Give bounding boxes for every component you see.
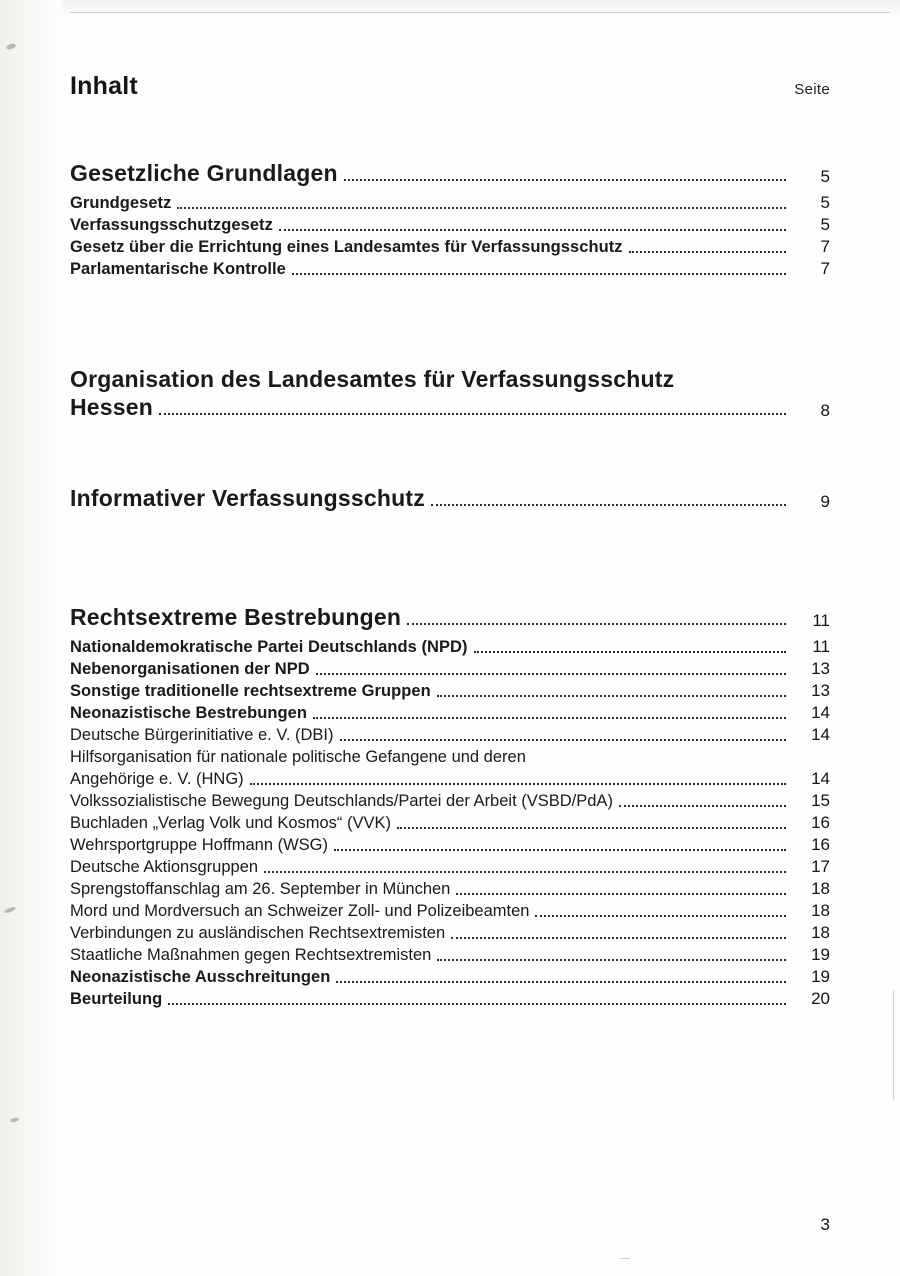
toc-heading-line1: Organisation des Landesamtes für Verfassungsschutz	[70, 366, 675, 392]
toc-entry[interactable]	[70, 879, 830, 899]
toc-entry-label: Mord und Mordversuch an Schweizer Zoll- und Polizeibeamten	[70, 902, 530, 921]
toc-heading-label: Gesetzliche Grundlagen	[70, 160, 338, 186]
toc-entry-label: Nebenorganisationen der NPD	[70, 660, 310, 679]
leader-dots	[451, 937, 786, 939]
toc-entry-page: 18	[811, 879, 830, 899]
toc-entry-page: 20	[811, 989, 830, 1009]
toc-entry-page: 7	[820, 237, 830, 256]
toc-entry[interactable]	[70, 989, 830, 1009]
leader-dots	[397, 827, 786, 829]
toc-entry-label: Volkssozialistische Bewegung Deutschlands/Partei der Arbeit (VSBD/PdA)	[70, 792, 613, 811]
footer-page-number: 3	[820, 1215, 830, 1234]
toc-entry-page: 19	[811, 967, 830, 987]
toc-entry-page: 13	[811, 681, 830, 701]
toc-heading-line2: Hessen	[70, 394, 154, 421]
leader-dots	[474, 651, 786, 653]
leader-dots	[535, 915, 786, 917]
toc-entry-label: Parlamentarische Kontrolle	[70, 260, 286, 278]
leader-dots	[407, 623, 786, 625]
toc-heading-label: Informativer Verfassungsschutz	[70, 485, 425, 512]
toc-entry[interactable]	[70, 923, 830, 943]
leader-dots	[344, 179, 786, 181]
leader-dots	[619, 805, 786, 807]
toc-entry[interactable]	[70, 725, 830, 745]
toc-entry-page: 5	[820, 193, 830, 212]
leader-dots	[629, 251, 786, 253]
toc-heading-page: 8	[820, 401, 830, 421]
toc-entry[interactable]	[70, 193, 830, 213]
toc-entry-page: 14	[811, 703, 830, 723]
toc-entry-label: Deutsche Aktionsgruppen	[70, 858, 259, 877]
toc-entry-label: Verbindungen zu ausländischen Rechtsextremisten	[70, 924, 446, 943]
toc-entry-label: Verfassungsschutzgesetz	[70, 216, 273, 234]
toc-section-rechtsextreme-bestrebungen	[70, 604, 830, 1009]
leader-dots	[177, 207, 786, 209]
toc-entry-page: 11	[812, 637, 830, 657]
toc-header	[70, 72, 830, 101]
toc-section-informativer-verfassungsschutz	[70, 485, 830, 512]
scan-tick	[620, 1258, 630, 1259]
toc-heading-row[interactable]	[70, 485, 830, 512]
toc-entry[interactable]	[70, 237, 830, 257]
toc-entry[interactable]	[70, 791, 830, 811]
toc-entry-label: Neonazistische Bestrebungen	[70, 704, 307, 723]
toc-entry[interactable]	[70, 215, 830, 235]
leader-dots	[159, 413, 786, 415]
toc-entry[interactable]	[70, 703, 830, 723]
toc-entry[interactable]	[70, 857, 830, 877]
toc-section-gesetzliche-grundlagen	[70, 160, 830, 279]
toc-entry-page: 19	[811, 945, 830, 965]
toc-entry-page: 14	[811, 725, 830, 745]
scan-edge-left	[0, 0, 62, 1276]
leader-dots	[336, 981, 786, 983]
page-title: Inhalt	[70, 72, 138, 100]
toc-heading-page: 11	[812, 611, 830, 631]
toc-entry[interactable]	[70, 813, 830, 833]
toc-entry-page: 18	[811, 901, 830, 921]
page-content	[70, 0, 830, 1276]
toc-entry-page: 5	[820, 215, 830, 234]
toc-entry[interactable]	[70, 967, 830, 987]
toc-entry[interactable]	[70, 901, 830, 921]
toc-entry-page: 14	[811, 769, 830, 789]
leader-dots	[250, 783, 786, 785]
scan-line-right	[893, 990, 894, 1100]
leader-dots	[437, 959, 786, 961]
toc-entry-label: Deutsche Bürgerinitiative e. V. (DBI)	[70, 726, 334, 745]
toc-entry-page: 18	[811, 923, 830, 943]
section-spacer	[70, 427, 830, 485]
leader-dots	[313, 717, 786, 719]
toc-heading-label: Rechtsextreme Bestrebungen	[70, 604, 402, 631]
toc-entry-page: 16	[811, 813, 830, 833]
leader-dots	[340, 739, 786, 741]
toc-entry-label: Beurteilung	[70, 990, 163, 1009]
section-spacer	[70, 518, 830, 604]
toc-entry-label-line1: Hilfsorganisation für nationale politische Gefangene und deren	[70, 748, 526, 767]
leader-dots	[316, 673, 786, 675]
toc-section-organisation	[70, 365, 830, 421]
toc-entry[interactable]	[70, 681, 830, 701]
toc-entry-page: 16	[811, 835, 830, 855]
toc-entry-label: Angehörige e. V. (HNG)	[70, 770, 244, 789]
table-of-contents	[70, 160, 830, 1009]
toc-heading-line2-row	[70, 394, 830, 421]
leader-dots	[431, 504, 786, 506]
toc-entry-list	[70, 637, 830, 1009]
toc-entry[interactable]	[70, 835, 830, 855]
leader-dots	[279, 229, 786, 231]
toc-entry-label: Neonazistische Ausschreitungen	[70, 968, 331, 987]
toc-entry-page: 17	[811, 857, 830, 877]
page-column-label: Seite	[794, 81, 830, 98]
toc-heading-page: 9	[820, 492, 830, 512]
toc-entry[interactable]	[70, 747, 830, 789]
toc-entry-page: 7	[820, 259, 830, 278]
toc-heading-page: 5	[820, 167, 830, 186]
toc-entry-label: Sprengstoffanschlag am 26. September in München	[70, 880, 451, 899]
leader-dots	[292, 273, 786, 275]
toc-entry-label: Sonstige traditionelle rechtsextreme Gruppen	[70, 682, 431, 701]
toc-entry[interactable]	[70, 659, 830, 679]
toc-entry-label: Gesetz über die Errichtung eines Landesamtes für Verfassungsschutz	[70, 238, 623, 256]
leader-dots	[168, 1003, 786, 1005]
leader-dots	[437, 695, 786, 697]
section-spacer	[70, 279, 830, 365]
toc-heading-multiline[interactable]	[70, 365, 830, 421]
toc-entry-label: Wehrsportgruppe Hoffmann (WSG)	[70, 836, 328, 855]
leader-dots	[264, 871, 786, 873]
toc-entry[interactable]	[70, 637, 830, 657]
toc-entry-label: Staatliche Maßnahmen gegen Rechtsextremisten	[70, 946, 432, 965]
toc-entry[interactable]	[70, 945, 830, 965]
toc-entry-label: Buchladen „Verlag Volk und Kosmos“ (VVK)	[70, 814, 392, 833]
toc-heading-row[interactable]	[70, 160, 830, 187]
toc-entry-list	[70, 193, 830, 279]
toc-entry-page: 15	[811, 791, 830, 811]
leader-dots	[334, 849, 786, 851]
toc-entry-line2-row	[70, 769, 830, 789]
toc-entry-label: Nationaldemokratische Partei Deutschlands (NPD)	[70, 638, 468, 657]
toc-heading-row[interactable]	[70, 604, 830, 631]
leader-dots	[456, 893, 786, 895]
toc-entry[interactable]	[70, 259, 830, 279]
toc-entry-label: Grundgesetz	[70, 194, 172, 212]
toc-entry-page: 13	[811, 659, 830, 679]
